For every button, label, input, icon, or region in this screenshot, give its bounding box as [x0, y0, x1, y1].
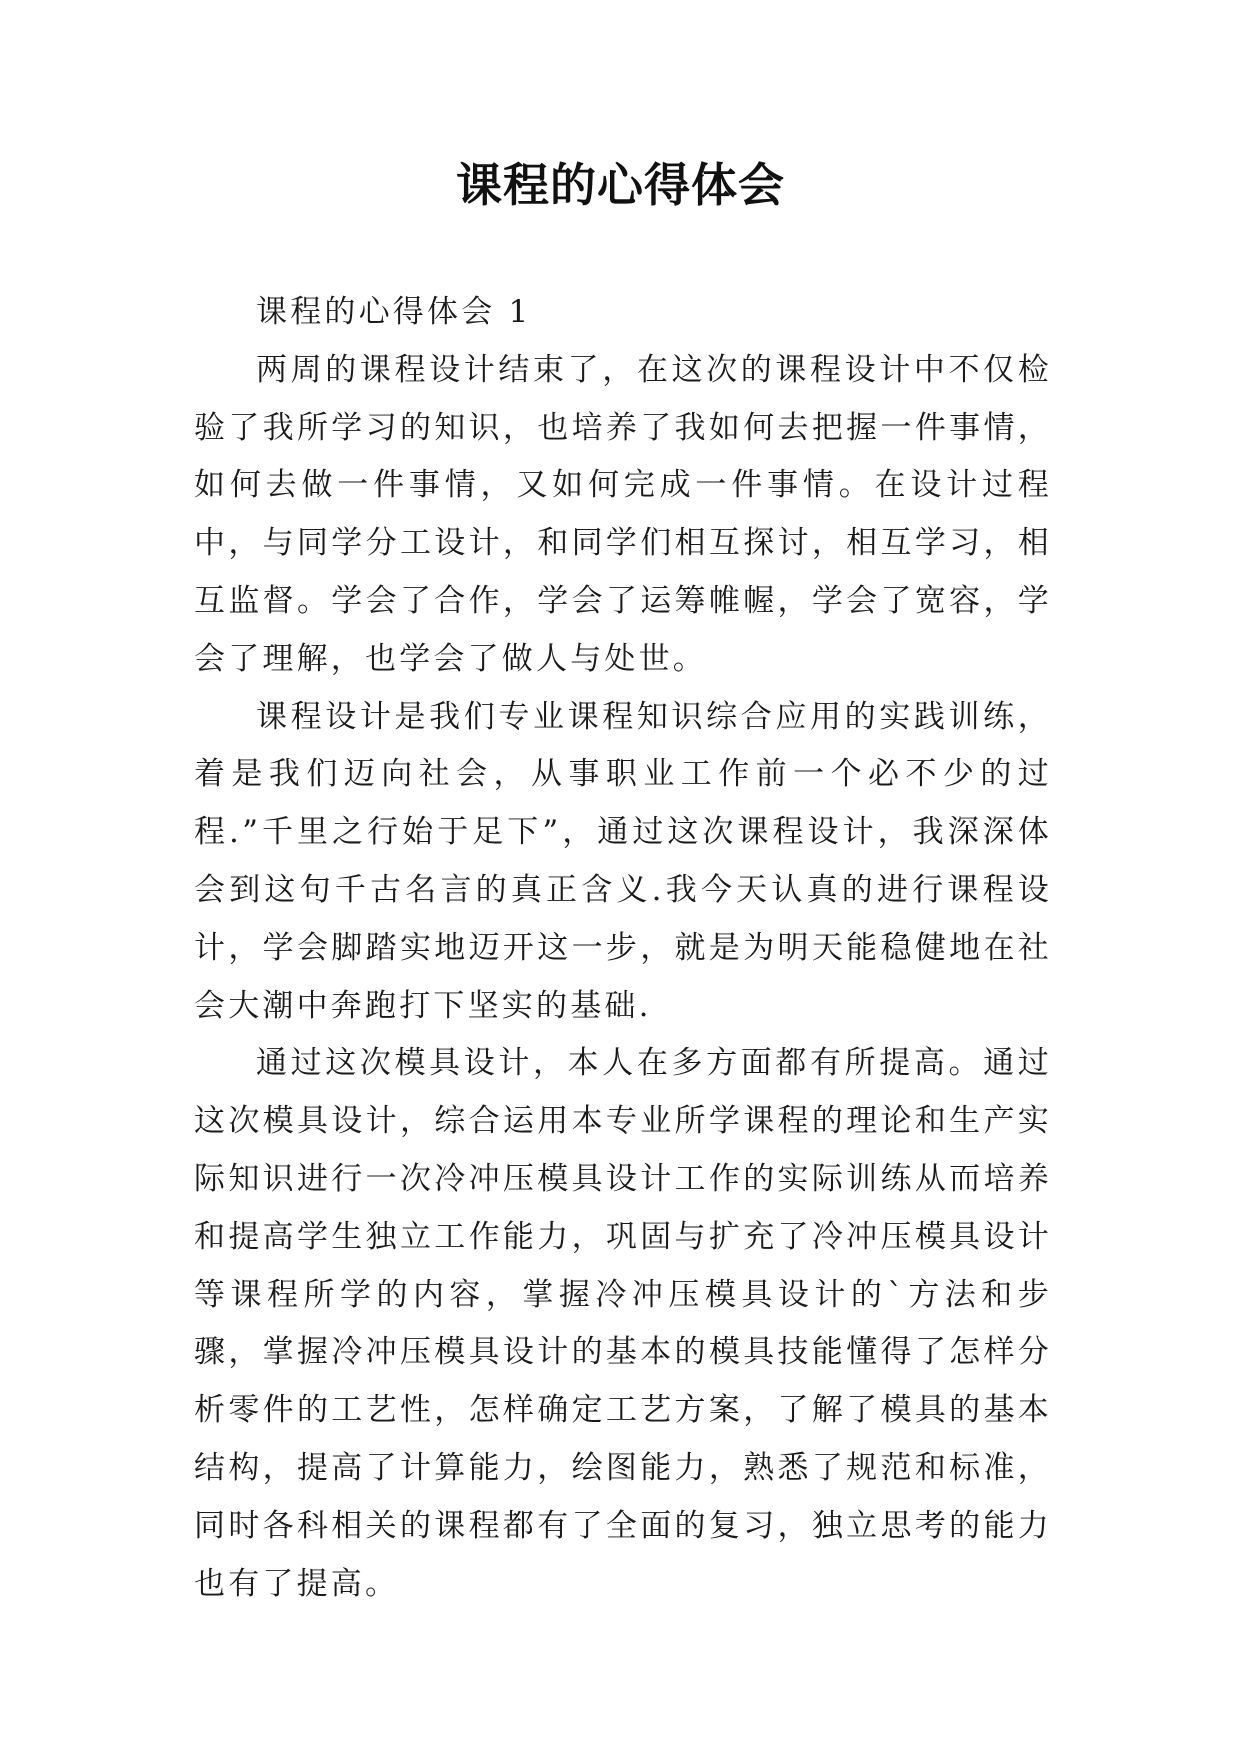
- document-title: 课程的心得体会: [456, 158, 785, 212]
- section-heading: 课程的心得体会 1: [256, 294, 532, 330]
- document-body: [194, 284, 1052, 1613]
- paragraph-2: 课程设计是我们专业课程知识综合应用的实践训练，着是我们迈向社会，从事职业工作前一个必不少的过程.”千里之行始于足下”，通过这次课程设计，我深深体会到这句千古名言的真正含义.我今天认真的进行课程设计，学会脚踏实地迈开这一步，就是为明天能稳健地在社会大潮中奔跑打下坚实的基础.: [194, 698, 1052, 1024]
- paragraph-1: 两周的课程设计结束了，在这次的课程设计中不仅检验了我所学习的知识，也培养了我如何去把握一件事情，如何去做一件事情，又如何完成一件事情。在设计过程中，与同学分工设计，和同学们相互探讨，相互学习，相互监督。学会了合作，学会了运筹帷幄，学会了宽容，学会了理解，也学会了做人与处世。: [194, 351, 1052, 677]
- paragraph-3: 通过这次模具设计，本人在多方面都有所提高。通过这次模具设计，综合运用本专业所学课程的理论和生产实际知识进行一次冷冲压模具设计工作的实际训练从而培养和提高学生独立工作能力，巩固与扩充了冷冲压模具设计等课程所学的内容，掌握冷冲压模具设计的`方法和步骤，掌握冷冲压模具设计的基本的模具技能懂得了怎样分析零件的工艺性，怎样确定工艺方案，了解了模具的基本结构，提高了计算能力，绘图能力，熟悉了规范和标准，同时各科相关的课程都有了全面的复习，独立思考的能力也有了提高。: [194, 1045, 1052, 1602]
